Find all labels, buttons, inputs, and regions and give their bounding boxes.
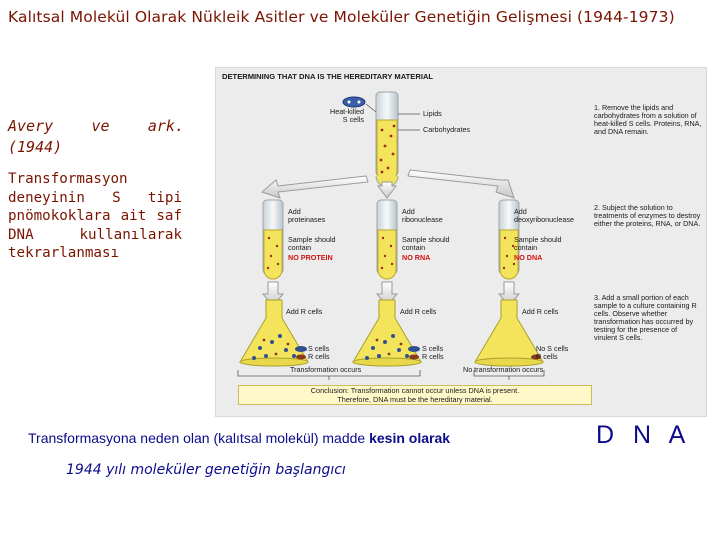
step-1-text: 1. Remove the lipids and carbohydrates from a solution of heat-killed S cells. Proteins, RNA, and DNA remain. (594, 103, 702, 137)
avery-experiment-figure (215, 67, 707, 417)
flask-2-cells: S cells R cells (422, 344, 444, 362)
flask-1-cells: S cells R cells (308, 344, 330, 362)
avery-year: (1944) (8, 138, 63, 156)
experiment-description: Transformasyon deneyinin S tipi pnömokoklara ait saf DNA kullanılarak tekrarlanması (8, 171, 182, 261)
tube-3-add: Add deoxyribonuclease (514, 207, 574, 225)
conclusion-box (238, 385, 592, 405)
flask-1-add: Add R cells (286, 307, 323, 316)
avery-citation (8, 116, 184, 158)
step-3-text: 3. Add a small portion of each sample to a culture containing R cells. Observe whether transformation has occurred by testing for the presence of virulent S cells. (594, 293, 697, 343)
carbohydrates-label: Carbohydrates (423, 125, 471, 134)
tube-1-should: Sample should contain (288, 235, 336, 253)
conclusion-line-2: Therefore, DNA must be the hereditary material. (337, 394, 493, 404)
flask-3-outcome: No transformation occurs (463, 365, 544, 374)
tube-3-result: NO DNA (514, 253, 543, 262)
year-statement: 1944 yılı moleküler genetiğin başlangıcı (66, 462, 346, 478)
step-2-text: 2. Subject the solution to treatments of enzymes to destroy either the proteins, RNA, or DNA. (594, 203, 701, 229)
top-test-tube (376, 92, 398, 187)
avery-and: ve (91, 117, 110, 135)
flask-2-add: Add R cells (400, 307, 437, 316)
tube-2-add: Add ribonuclease (402, 207, 443, 225)
tube-1-add: Add proteinases (288, 207, 326, 225)
avery-name: Avery (8, 117, 54, 135)
conclusion-line-1: Conclusion: Transformation cannot occur unless DNA is present. (310, 386, 520, 395)
statement-text: Transformasyona neden olan (kalıtsal molekül) madde (28, 430, 370, 446)
transformation-statement (28, 430, 450, 446)
slide-title: Kalıtsal Molekül Olarak Nükleik Asitler ve Moleküler Genetiğin Gelişmesi (1944-1973) (8, 8, 675, 26)
statement-emphasis: kesin olarak (369, 430, 451, 446)
figure-title: DETERMINING THAT DNA IS THE HEREDITARY MATERIAL (222, 72, 434, 81)
flask-3-cells: No S cells R cells (536, 344, 569, 362)
flask-1-outcome: Transformation occurs (290, 365, 362, 374)
tube-2-should: Sample should contain (402, 235, 450, 253)
tube-3-should: Sample should contain (514, 235, 562, 253)
heat-killed-label: Heat-killed S cells (330, 107, 364, 125)
lipids-label: Lipids (423, 109, 442, 118)
dna-answer: D N A (596, 421, 692, 449)
avery-etal: ark. (147, 117, 184, 135)
tube-2-result: NO RNA (402, 253, 431, 262)
tube-1-result: NO PROTEIN (288, 253, 333, 262)
flask-3-add: Add R cells (522, 307, 559, 316)
